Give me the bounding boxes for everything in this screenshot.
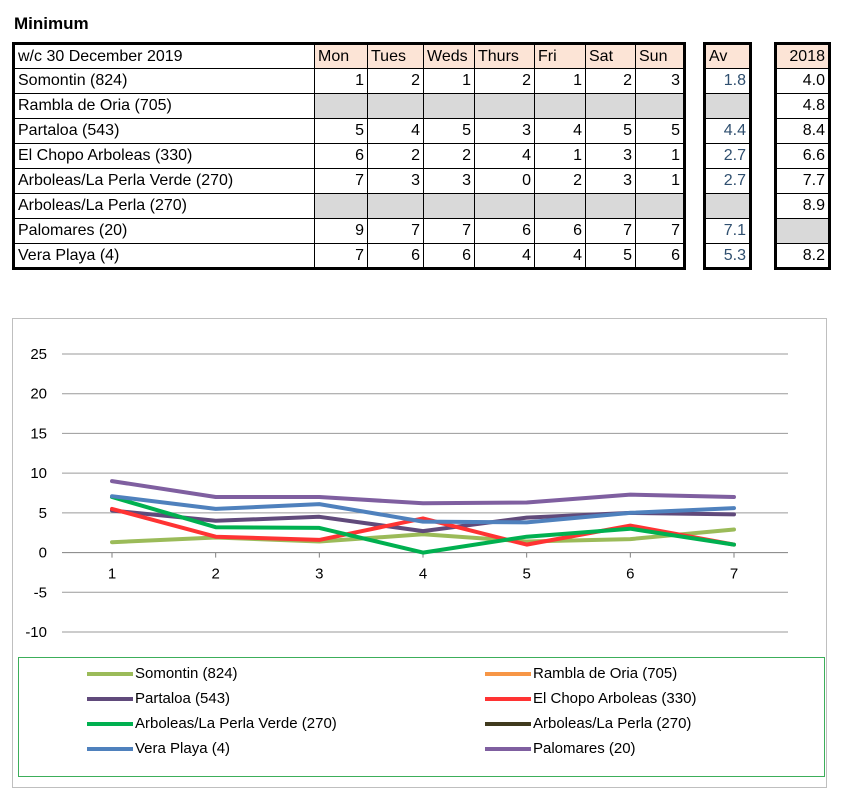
year-value: 8.4	[776, 119, 830, 144]
y-tick-label: 10	[30, 465, 47, 483]
x-tick-label: 2	[211, 565, 220, 583]
day-value: 1	[315, 69, 368, 94]
day-value: 2	[368, 144, 424, 169]
day-value: 3	[636, 69, 685, 94]
day-value: 6	[424, 244, 475, 269]
day-value: 7	[586, 219, 636, 244]
legend-label: El Chopo Arboleas (330)	[533, 690, 697, 707]
series-line	[112, 497, 734, 553]
day-value: 7	[636, 219, 685, 244]
year-value: 8.2	[776, 244, 830, 269]
av-value: 7.1	[705, 219, 751, 244]
year-value: 4.8	[776, 94, 830, 119]
x-tick-label: 4	[418, 565, 428, 583]
y-tick-label: 15	[30, 425, 47, 443]
chart-legend	[18, 657, 825, 777]
day-value: 6	[475, 219, 535, 244]
site-name: Rambla de Oria (705)	[14, 94, 315, 119]
av-value: 2.7	[705, 169, 751, 194]
day-value: 0	[475, 169, 535, 194]
day-value: 4	[535, 244, 586, 269]
day-value: 4	[475, 144, 535, 169]
legend-label: Arboleas/La Perla (270)	[533, 715, 692, 732]
x-tick-label: 5	[522, 565, 531, 583]
site-name: El Chopo Arboleas (330)	[14, 144, 315, 169]
day-value: 6	[535, 219, 586, 244]
day-value: 4	[535, 119, 586, 144]
day-header: Sat	[586, 44, 636, 69]
day-value: 1	[424, 69, 475, 94]
day-value: 2	[475, 69, 535, 94]
day-value: 1	[636, 144, 685, 169]
day-value: 2	[535, 169, 586, 194]
site-name: Partaloa (543)	[14, 119, 315, 144]
site-name: Somontin (824)	[14, 69, 315, 94]
day-value: 7	[368, 219, 424, 244]
day-value: 5	[636, 119, 685, 144]
day-value: 9	[315, 219, 368, 244]
day-value: 5	[586, 119, 636, 144]
x-tick-label: 7	[729, 565, 739, 583]
legend-label: Rambla de Oria (705)	[533, 665, 678, 682]
day-value: 2	[586, 69, 636, 94]
legend-swatch	[87, 672, 133, 676]
legend-label: Vera Playa (4)	[135, 740, 231, 757]
day-value: 3	[475, 119, 535, 144]
day-header: Weds	[424, 44, 475, 69]
year-value: 8.9	[776, 194, 830, 219]
day-value: 5	[586, 244, 636, 269]
day-value: 1	[636, 169, 685, 194]
day-header: Thurs	[475, 44, 535, 69]
day-value: 7	[315, 169, 368, 194]
legend-swatch	[87, 722, 133, 726]
av-value: 2.7	[705, 144, 751, 169]
day-value: 7	[315, 244, 368, 269]
av-header: Av	[705, 44, 751, 69]
y-tick-label: 5	[38, 504, 47, 522]
av-value: 1.8	[705, 69, 751, 94]
site-name: Palomares (20)	[14, 219, 315, 244]
day-value: 7	[424, 219, 475, 244]
day-value: 3	[424, 169, 475, 194]
legend-label: Somontin (824)	[135, 665, 238, 682]
day-value: 4	[475, 244, 535, 269]
day-value: 6	[368, 244, 424, 269]
week-label: w/c 30 December 2019	[14, 44, 315, 69]
day-value: 3	[586, 169, 636, 194]
day-value: 2	[424, 144, 475, 169]
day-header: Sun	[636, 44, 685, 69]
y-tick-label: -10	[25, 624, 47, 641]
x-tick-label: 3	[315, 565, 324, 583]
legend-label: Arboleas/La Perla Verde (270)	[135, 715, 337, 732]
legend-swatch	[87, 747, 133, 751]
day-value: 2	[368, 69, 424, 94]
day-header: Fri	[535, 44, 586, 69]
day-value: 1	[535, 144, 586, 169]
day-value: 4	[368, 119, 424, 144]
y-tick-label: 20	[30, 385, 47, 403]
x-tick-label: 1	[107, 565, 117, 583]
legend-swatch	[485, 697, 531, 701]
y-tick-label: -5	[33, 584, 47, 602]
x-tick-label: 6	[626, 565, 635, 583]
site-name: Vera Playa (4)	[14, 244, 315, 269]
day-value: 5	[424, 119, 475, 144]
legend-swatch	[485, 722, 531, 726]
year-value: 7.7	[776, 169, 830, 194]
site-name: Arboleas/La Perla (270)	[14, 194, 315, 219]
site-name: Arboleas/La Perla Verde (270)	[14, 169, 315, 194]
page-title: Minimum	[14, 14, 89, 33]
legend-label: Palomares (20)	[533, 740, 636, 757]
day-header: Tues	[368, 44, 424, 69]
year-header: 2018	[776, 44, 830, 69]
legend-swatch	[87, 697, 133, 701]
legend-swatch	[485, 672, 531, 676]
year-value: 6.6	[776, 144, 830, 169]
day-value: 1	[535, 69, 586, 94]
day-value: 6	[315, 144, 368, 169]
y-tick-label: 25	[30, 346, 47, 363]
day-value: 3	[368, 169, 424, 194]
day-value: 3	[586, 144, 636, 169]
day-value: 5	[315, 119, 368, 144]
av-value: 5.3	[705, 244, 751, 269]
year-value: 4.0	[776, 69, 830, 94]
legend-swatch	[485, 747, 531, 751]
av-value: 4.4	[705, 119, 751, 144]
day-header: Mon	[315, 44, 368, 69]
series-line	[112, 481, 734, 503]
legend-label: Partaloa (543)	[135, 690, 231, 707]
y-tick-label: 0	[38, 544, 47, 562]
day-value: 6	[636, 244, 685, 269]
